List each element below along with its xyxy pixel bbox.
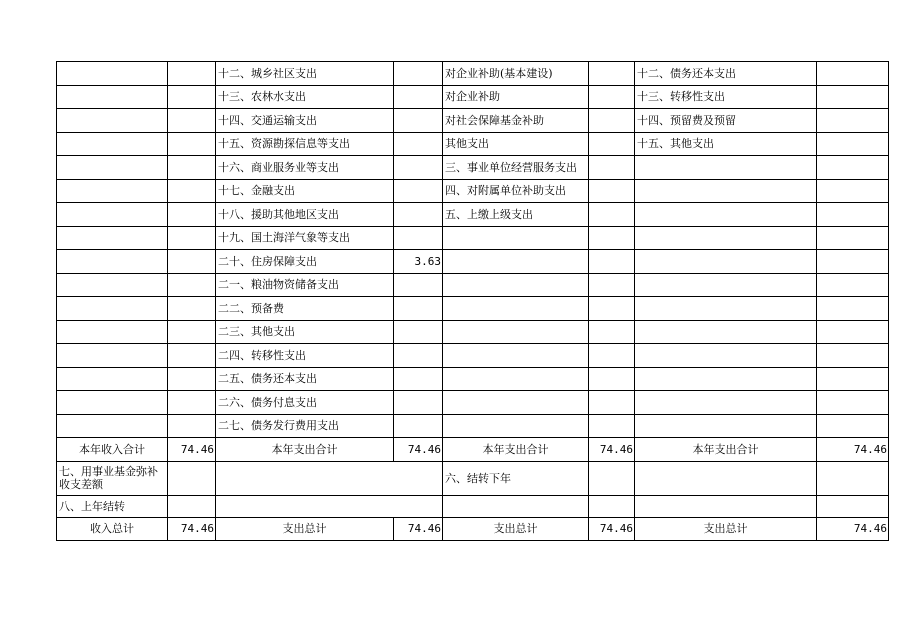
expense-economic-amount — [589, 203, 635, 227]
expense-gov-economic-item — [635, 273, 817, 297]
grand-total-row — [57, 517, 889, 541]
expense-economic-amount — [589, 391, 635, 415]
expense-gov-economic-item — [635, 156, 817, 180]
income-amount-cell — [168, 179, 216, 203]
income-amount-cell — [168, 320, 216, 344]
year-expense-label-1: 本年支出合计 — [216, 438, 394, 462]
expense-economic-amount — [589, 367, 635, 391]
last-year-empty-4 — [635, 495, 817, 517]
expense-gov-economic-amount — [817, 391, 889, 415]
expense-gov-economic-amount — [817, 132, 889, 156]
expense-function-amount — [394, 156, 443, 180]
expense-function-amount — [394, 203, 443, 227]
expense-gov-economic-item: 十二、债务还本支出 — [635, 62, 817, 86]
expense-function-item: 十七、金融支出 — [216, 179, 394, 203]
year-income-value: 74.46 — [168, 438, 216, 462]
expense-function-item: 二七、债务发行费用支出 — [216, 414, 394, 438]
expense-gov-economic-amount — [817, 85, 889, 109]
income-amount-cell — [168, 344, 216, 368]
expense-gov-economic-amount — [817, 226, 889, 250]
expense-function-item: 十九、国土海洋气象等支出 — [216, 226, 394, 250]
income-amount-cell — [168, 203, 216, 227]
income-amount-cell — [168, 109, 216, 133]
table-row — [57, 391, 889, 415]
table-row — [57, 132, 889, 156]
income-amount-cell — [168, 250, 216, 274]
expense-gov-economic-amount — [817, 297, 889, 321]
expense-function-amount — [394, 179, 443, 203]
income-item-cell — [57, 367, 168, 391]
expense-function-item: 二四、转移性支出 — [216, 344, 394, 368]
year-total-row — [57, 438, 889, 462]
expense-function-amount — [394, 297, 443, 321]
expense-gov-economic-item — [635, 297, 817, 321]
fund-empty — [216, 461, 443, 495]
expense-function-amount — [394, 391, 443, 415]
expense-function-amount — [394, 132, 443, 156]
table-row — [57, 62, 889, 86]
income-amount-cell — [168, 297, 216, 321]
carry-forward-label: 六、结转下年 — [443, 461, 589, 495]
last-year-empty-2 — [443, 495, 589, 517]
expense-economic-amount — [589, 156, 635, 180]
fund-label: 七、用事业基金弥补收支差额 — [57, 461, 168, 495]
expense-economic-amount — [589, 226, 635, 250]
expense-function-item: 二六、债务付息支出 — [216, 391, 394, 415]
expense-economic-item: 对社会保障基金补助 — [443, 109, 589, 133]
expense-gov-economic-item: 十五、其他支出 — [635, 132, 817, 156]
income-amount-cell — [168, 85, 216, 109]
expense-function-amount — [394, 85, 443, 109]
table-row — [57, 203, 889, 227]
income-amount-cell — [168, 132, 216, 156]
year-expense-value-3: 74.46 — [817, 438, 889, 462]
table-row — [57, 250, 889, 274]
table-row — [57, 367, 889, 391]
expense-economic-item — [443, 344, 589, 368]
expense-function-amount — [394, 226, 443, 250]
table-row — [57, 109, 889, 133]
table-row — [57, 85, 889, 109]
expense-function-item: 十四、交通运输支出 — [216, 109, 394, 133]
expense-function-item: 二五、债务还本支出 — [216, 367, 394, 391]
expense-economic-amount — [589, 132, 635, 156]
income-item-cell — [57, 344, 168, 368]
expense-function-item: 二二、预备费 — [216, 297, 394, 321]
expense-economic-amount — [589, 297, 635, 321]
expense-economic-amount — [589, 179, 635, 203]
expense-gov-economic-item — [635, 250, 817, 274]
income-item-cell — [57, 320, 168, 344]
income-item-cell — [57, 297, 168, 321]
expense-gov-economic-amount — [817, 203, 889, 227]
income-item-cell — [57, 179, 168, 203]
expense-economic-item — [443, 250, 589, 274]
expense-function-item: 二一、粮油物资储备支出 — [216, 273, 394, 297]
year-expense-value-1: 74.46 — [394, 438, 443, 462]
table-row — [57, 226, 889, 250]
grand-expense-value-1: 74.46 — [394, 517, 443, 541]
income-item-cell — [57, 414, 168, 438]
expense-economic-amount — [589, 109, 635, 133]
income-item-cell — [57, 85, 168, 109]
grand-expense-value-2: 74.46 — [589, 517, 635, 541]
expense-economic-amount — [589, 62, 635, 86]
year-income-label: 本年收入合计 — [57, 438, 168, 462]
grand-expense-label-1: 支出总计 — [216, 517, 394, 541]
income-amount-cell — [168, 226, 216, 250]
last-year-empty-5 — [817, 495, 889, 517]
table-row — [57, 179, 889, 203]
expense-economic-item — [443, 226, 589, 250]
carry-forward-value — [589, 461, 635, 495]
expense-function-item: 二三、其他支出 — [216, 320, 394, 344]
expense-function-item: 十二、城乡社区支出 — [216, 62, 394, 86]
expense-gov-economic-amount — [817, 109, 889, 133]
expense-function-item: 十五、资源勘探信息等支出 — [216, 132, 394, 156]
expense-economic-item: 对企业补助(基本建设) — [443, 62, 589, 86]
expense-economic-item: 四、对附属单位补助支出 — [443, 179, 589, 203]
expense-economic-item — [443, 391, 589, 415]
expense-economic-amount — [589, 414, 635, 438]
income-item-cell — [57, 273, 168, 297]
income-item-cell — [57, 226, 168, 250]
budget-table — [56, 61, 889, 541]
expense-function-item: 十六、商业服务业等支出 — [216, 156, 394, 180]
expense-gov-economic-amount — [817, 179, 889, 203]
income-item-cell — [57, 62, 168, 86]
income-amount-cell — [168, 414, 216, 438]
expense-gov-economic-item: 十四、预留费及预留 — [635, 109, 817, 133]
income-amount-cell — [168, 273, 216, 297]
expense-economic-item — [443, 414, 589, 438]
expense-gov-economic-amount — [817, 62, 889, 86]
expense-function-amount — [394, 414, 443, 438]
expense-economic-amount — [589, 85, 635, 109]
expense-economic-item: 其他支出 — [443, 132, 589, 156]
expense-function-amount — [394, 273, 443, 297]
expense-gov-economic-item — [635, 179, 817, 203]
income-amount-cell — [168, 156, 216, 180]
last-year-row — [57, 495, 889, 517]
fund-value — [168, 461, 216, 495]
grand-expense-value-3: 74.46 — [817, 517, 889, 541]
expense-function-amount — [394, 62, 443, 86]
expense-economic-amount — [589, 344, 635, 368]
expense-economic-item: 对企业补助 — [443, 85, 589, 109]
last-year-value — [168, 495, 216, 517]
expense-economic-item: 三、事业单位经营服务支出 — [443, 156, 589, 180]
income-amount-cell — [168, 367, 216, 391]
expense-function-item: 十三、农林水支出 — [216, 85, 394, 109]
expense-function-item: 十八、援助其他地区支出 — [216, 203, 394, 227]
expense-gov-economic-item — [635, 320, 817, 344]
expense-gov-economic-amount — [817, 367, 889, 391]
fund-row — [57, 461, 889, 495]
year-expense-label-3: 本年支出合计 — [635, 438, 817, 462]
expense-gov-economic-item: 十三、转移性支出 — [635, 85, 817, 109]
last-year-label: 八、上年结转 — [57, 495, 168, 517]
table-row — [57, 320, 889, 344]
income-item-cell — [57, 203, 168, 227]
income-item-cell — [57, 156, 168, 180]
expense-function-amount — [394, 109, 443, 133]
income-amount-cell — [168, 391, 216, 415]
table-row — [57, 344, 889, 368]
expense-gov-economic-amount — [817, 156, 889, 180]
expense-economic-item — [443, 320, 589, 344]
expense-function-amount — [394, 367, 443, 391]
expense-gov-economic-amount — [817, 250, 889, 274]
expense-gov-economic-amount — [817, 414, 889, 438]
grand-expense-label-2: 支出总计 — [443, 517, 589, 541]
fund-empty-4 — [817, 461, 889, 495]
grand-expense-label-3: 支出总计 — [635, 517, 817, 541]
year-expense-value-2: 74.46 — [589, 438, 635, 462]
expense-gov-economic-amount — [817, 273, 889, 297]
grand-income-label: 收入总计 — [57, 517, 168, 541]
expense-gov-economic-amount — [817, 320, 889, 344]
table-row — [57, 297, 889, 321]
expense-function-item: 二十、住房保障支出 — [216, 250, 394, 274]
expense-gov-economic-amount — [817, 344, 889, 368]
expense-gov-economic-item — [635, 226, 817, 250]
table-row — [57, 273, 889, 297]
expense-function-amount: 3.63 — [394, 250, 443, 274]
income-item-cell — [57, 132, 168, 156]
expense-economic-item: 五、上缴上级支出 — [443, 203, 589, 227]
income-amount-cell — [168, 62, 216, 86]
expense-gov-economic-item — [635, 391, 817, 415]
fund-empty-3 — [635, 461, 817, 495]
last-year-empty-3 — [589, 495, 635, 517]
income-item-cell — [57, 109, 168, 133]
expense-economic-amount — [589, 320, 635, 344]
expense-gov-economic-item — [635, 414, 817, 438]
table-row — [57, 414, 889, 438]
table-row — [57, 156, 889, 180]
expense-economic-item — [443, 273, 589, 297]
detail-rows — [57, 62, 889, 438]
expense-economic-item — [443, 297, 589, 321]
income-item-cell — [57, 250, 168, 274]
grand-income-value: 74.46 — [168, 517, 216, 541]
expense-gov-economic-item — [635, 203, 817, 227]
expense-function-amount — [394, 344, 443, 368]
expense-gov-economic-item — [635, 344, 817, 368]
last-year-empty — [216, 495, 443, 517]
expense-economic-item — [443, 367, 589, 391]
expense-economic-amount — [589, 273, 635, 297]
year-expense-label-2: 本年支出合计 — [443, 438, 589, 462]
expense-gov-economic-item — [635, 367, 817, 391]
income-item-cell — [57, 391, 168, 415]
expense-economic-amount — [589, 250, 635, 274]
expense-function-amount — [394, 320, 443, 344]
